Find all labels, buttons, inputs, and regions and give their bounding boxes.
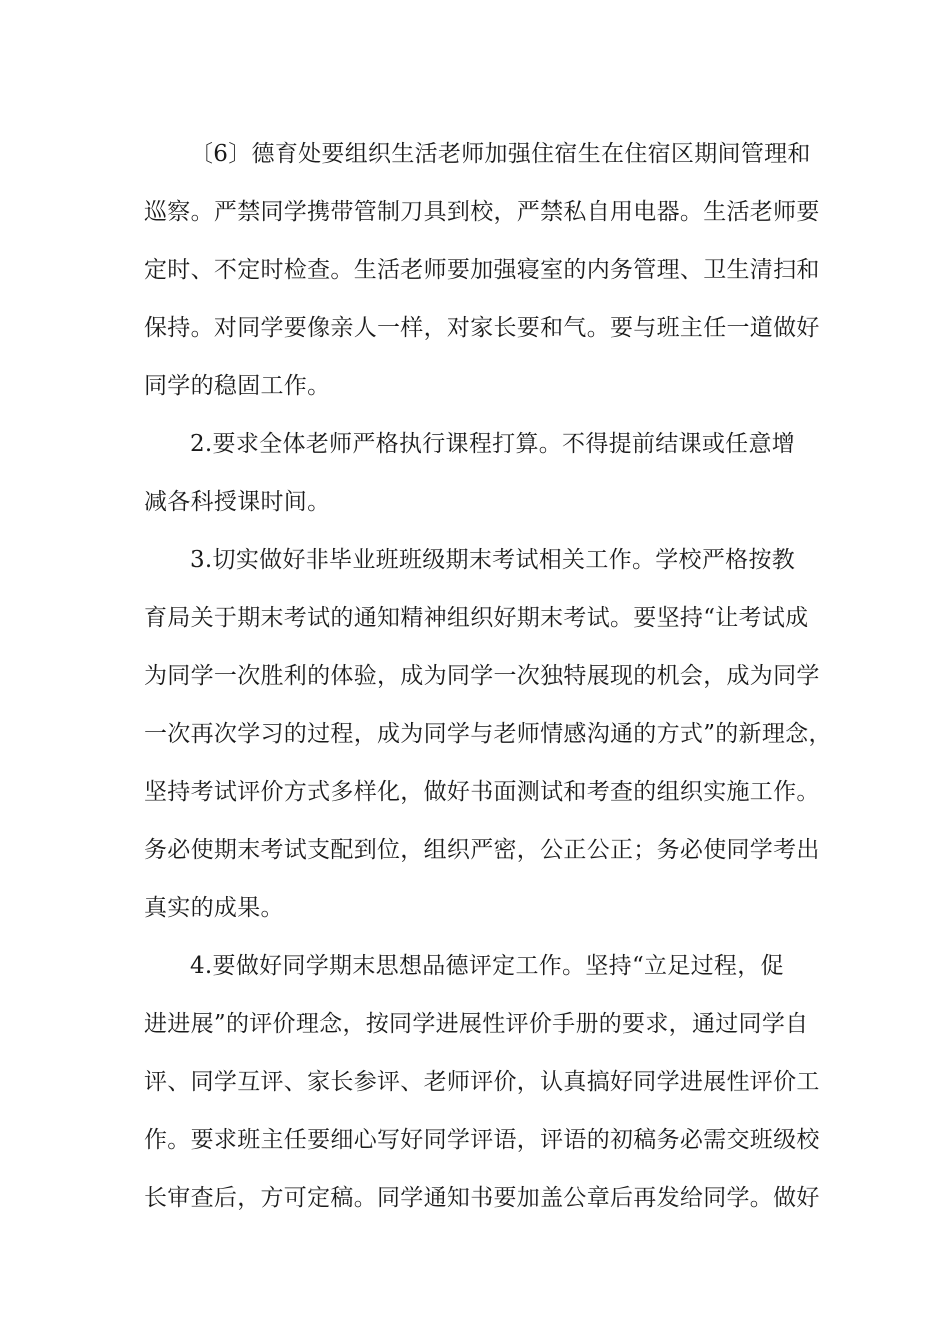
text-line: 长审查后，方可定稿。同学通知书要加盖公章后再发给同学。做好 bbox=[144, 1185, 820, 1211]
text-line: 育局关于期末考试的通知精神组织好期末考试。要坚持“让考试成 bbox=[144, 605, 809, 631]
text-line: 减各科授课时间。 bbox=[144, 489, 331, 515]
text-line: 一次再次学习的过程，成为同学与老师情感沟通的方式”的新理念， bbox=[144, 721, 832, 747]
text-line: 评、同学互评、家长参评、老师评价，认真搞好同学进展性评价工 bbox=[144, 1069, 820, 1095]
text-line: 进进展”的评价理念，按同学进展性评价手册的要求，通过同学自 bbox=[144, 1011, 809, 1037]
text-line: 巡察。严禁同学携带管制刀具到校，严禁私自用电器。生活老师要 bbox=[144, 199, 820, 225]
text-line: 真实的成果。 bbox=[144, 895, 284, 921]
text-line: 3.切实做好非毕业班班级期末考试相关工作。学校严格按教 bbox=[190, 547, 796, 573]
text-line: 务必使期末考试支配到位，组织严密，公正公正；务必使同学考出 bbox=[144, 837, 820, 863]
text-line: 为同学一次胜利的体验，成为同学一次独特展现的机会，成为同学 bbox=[144, 663, 820, 689]
text-line: 2.要求全体老师严格执行课程打算。不得提前结课或任意增 bbox=[190, 431, 796, 457]
text-line: 坚持考试评价方式多样化，做好书面测试和考查的组织实施工作。 bbox=[144, 779, 820, 805]
text-line: 作。要求班主任要细心写好同学评语，评语的初稿务必需交班级校 bbox=[144, 1127, 820, 1153]
text-line: 4.要做好同学期末思想品德评定工作。坚持“立足过程，促 bbox=[190, 953, 784, 979]
text-line: 保持。对同学要像亲人一样，对家长要和气。要与班主任一道做好 bbox=[144, 315, 820, 341]
text-line: 〔6〕德育处要组织生活老师加强住宿生在住宿区期间管理和 bbox=[190, 141, 811, 167]
text-line: 定时、不定时检查。生活老师要加强寝室的内务管理、卫生清扫和 bbox=[144, 257, 820, 283]
text-line: 同学的稳固工作。 bbox=[144, 373, 331, 399]
